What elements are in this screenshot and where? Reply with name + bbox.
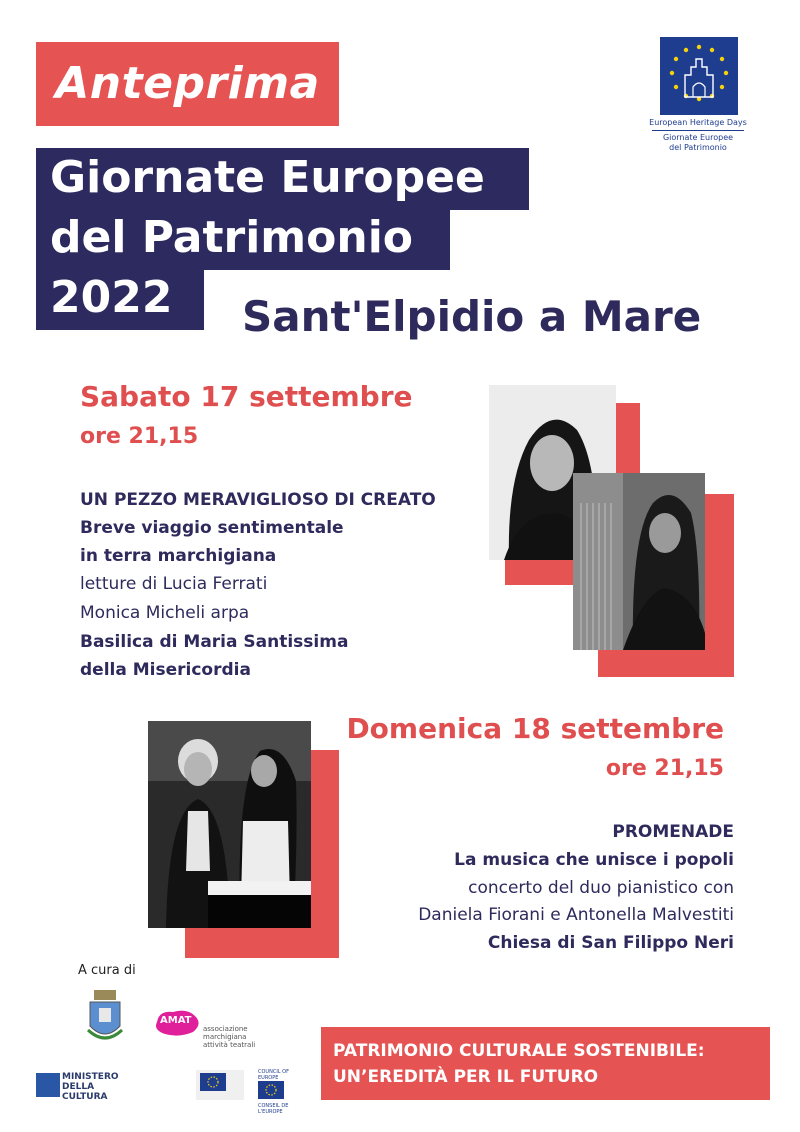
amat-sub-1: associazione — [203, 1025, 248, 1033]
sunday-date: Domenica 18 settembre — [346, 712, 724, 745]
saturday-subtitle-2: in terra marchigiana — [80, 546, 277, 566]
sunday-time: ore 21,15 — [605, 756, 724, 781]
saturday-readings: letture di Lucia Ferrati — [80, 574, 268, 594]
photo-two-women-piano — [148, 721, 311, 928]
banner-line-1: PATRIMONIO CULTURALE SOSTENIBILE: — [333, 1041, 705, 1061]
city-name: Sant'Elpidio a Mare — [242, 292, 702, 341]
saturday-subtitle-1: Breve viaggio sentimentale — [80, 518, 344, 538]
european-heritage-days-logo — [660, 37, 738, 115]
ehd-caption-it-2: del Patrimonio — [669, 143, 727, 152]
amat-subtitle — [203, 1025, 255, 1049]
eu-stars-castle-icon — [660, 37, 738, 115]
council-of-europe-logo — [258, 1069, 306, 1115]
sunday-concert: concerto del duo pianistico con — [468, 878, 734, 898]
eu-flag-icon — [196, 1070, 244, 1100]
title-line-2: del Patrimonio — [36, 208, 450, 270]
ministry-line-1: MINISTERO — [62, 1072, 119, 1082]
sunday-venue: Chiesa di San Filippo Neri — [487, 933, 734, 953]
coe-top-text: COUNCIL OF EUROPE — [258, 1069, 289, 1081]
sunday-performers: Daniela Fiorani e Antonella Malvestiti — [418, 905, 734, 925]
coe-flag-icon — [258, 1081, 284, 1099]
saturday-venue-2: della Misericordia — [80, 660, 251, 680]
municipality-coat-of-arms — [85, 990, 125, 1048]
saturday-harp: Monica Micheli arpa — [80, 603, 250, 623]
ehd-caption-it — [638, 133, 758, 153]
banner-line-2: UN’EREDITÀ PER IL FUTURO — [333, 1067, 599, 1087]
amat-sub-2: marchigiana — [203, 1033, 247, 1041]
photo-pianists — [148, 721, 311, 928]
credit-label: A cura di — [78, 963, 136, 978]
photo-woman-harp — [573, 473, 705, 650]
saturday-venue-1: Basilica di Maria Santissima — [80, 632, 349, 652]
photo-harpist — [573, 473, 705, 650]
ministry-line-3: CULTURA — [62, 1092, 108, 1102]
saturday-event-title: UN PEZZO MERAVIGLIOSO DI CREATO — [80, 490, 436, 510]
title-line-3: 2022 — [36, 268, 204, 330]
eu-flag-logo — [196, 1070, 244, 1100]
sustainability-banner — [321, 1027, 770, 1100]
title-line-1: Giornate Europee — [36, 148, 529, 210]
sunday-subtitle: La musica che unisce i popoli — [454, 850, 734, 870]
amat-name: AMAT — [160, 1015, 192, 1026]
ministry-name — [62, 1072, 119, 1102]
ehd-caption-it-1: Giornate Europee — [662, 133, 734, 142]
anteprima-label: Anteprima — [55, 58, 320, 109]
sunday-event-title: PROMENADE — [612, 822, 734, 842]
ministry-line-2: DELLA — [62, 1082, 95, 1092]
coat-of-arms-icon — [85, 990, 125, 1048]
coe-bottom-text: CONSEIL DE L'EUROPE — [258, 1103, 289, 1115]
saturday-time: ore 21,15 — [80, 424, 199, 449]
ehd-caption-en: European Heritage Days — [649, 118, 747, 127]
saturday-date: Sabato 17 settembre — [80, 380, 413, 413]
ehd-divider — [652, 130, 744, 131]
ministry-logo-icon — [36, 1073, 60, 1097]
amat-sub-3: attività teatrali — [203, 1041, 256, 1049]
